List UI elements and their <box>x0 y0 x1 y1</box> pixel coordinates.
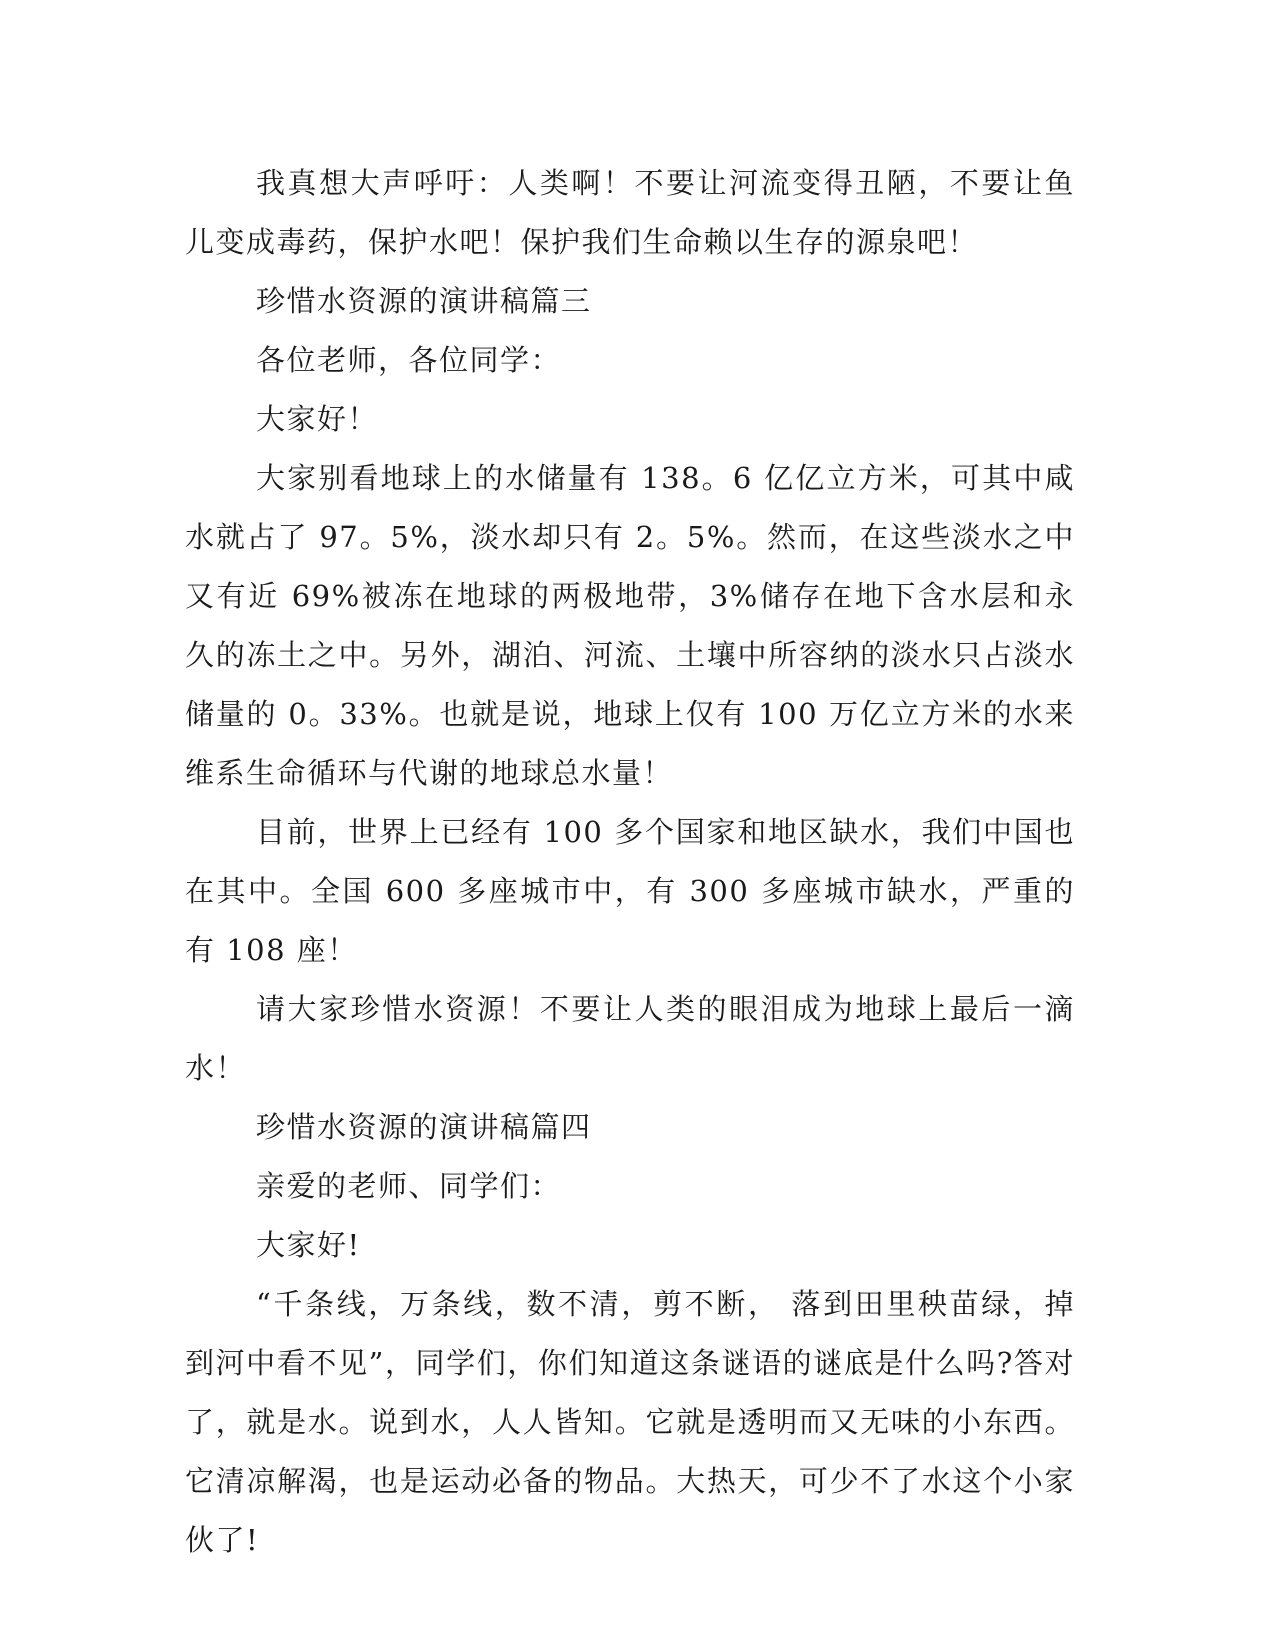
paragraph-water-shortage: 目前，世界上已经有 100 多个国家和地区缺水，我们中国也在其中。全国 600 多座城市中，有 300 多座城市缺水，严重的有 108 座！ <box>185 815 1075 967</box>
paragraph-appeal: 请大家珍惜水资源！不要让人类的眼泪成为地球上最后一滴水！ <box>185 992 1075 1085</box>
section-heading-part-three: 珍惜水资源的演讲稿篇三 <box>256 284 592 318</box>
paragraph-closing-appeal: 我真想大声呼吁：人类啊！不要让河流变得丑陋，不要让鱼儿变成毒药，保护水吧！保护我们生命赖以生存的源泉吧！ <box>185 166 1075 259</box>
greeting: 大家好! <box>256 1228 361 1262</box>
paragraph-water-statistics: 大家别看地球上的水储量有 138。6 亿亿立方米，可其中咸水就占了 97。5%，淡水却只有 2。5%。然而，在这些淡水之中又有近 69%被冻在地球的两极地带，3%储存在地下含水层和永久的冻土之中。另外，湖泊、河流、土壤中所容纳的淡水只占淡水储量的 0。33%。也就是说，地球上仅有 100 万亿立方米的水来维系生命循环与代谢的地球总水量！ <box>185 461 1075 790</box>
salutation: 各位老师，各位同学： <box>256 343 562 377</box>
salutation: 亲爱的老师、同学们： <box>256 1169 562 1203</box>
greeting: 大家好！ <box>256 402 379 436</box>
section-heading-part-four: 珍惜水资源的演讲稿篇四 <box>256 1110 592 1144</box>
paragraph-riddle: “千条线，万条线，数不清，剪不断， 落到田里秧苗绿，掉到河中看不见”，同学们，你们知道这条谜语的谜底是什么吗?答对了，就是水。说到水，人人皆知。它就是透明而又无味的小东西。它清凉解渴，也是运动必备的物品。大热天，可少不了水这个小家伙了! <box>185 1287 1075 1557</box>
document-body <box>185 154 1075 1570</box>
